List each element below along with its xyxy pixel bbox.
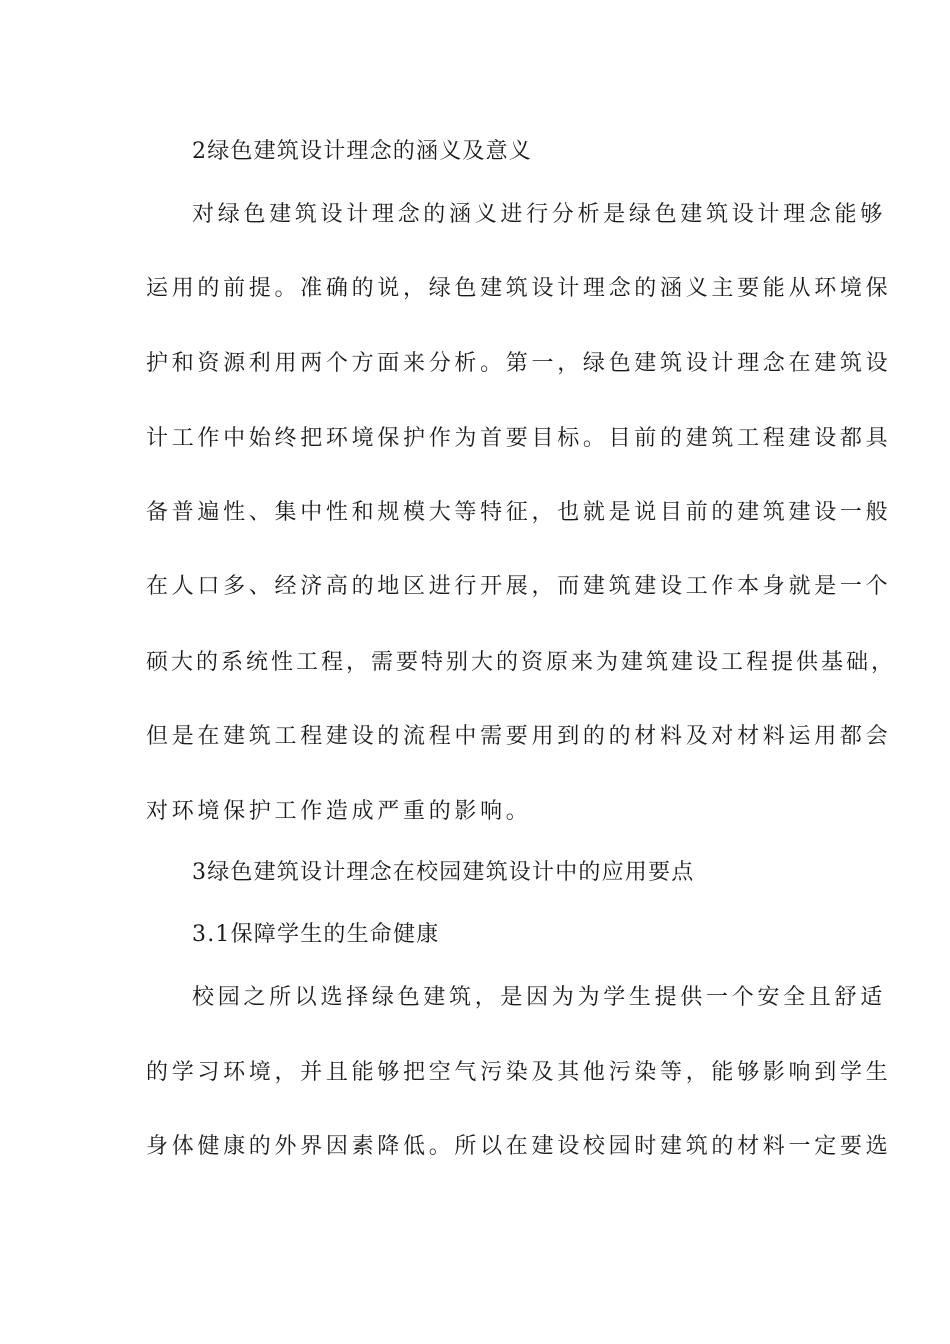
paragraph-line: 计工作中始终把环境保护作为首要目标。目前的建筑工程建设都具	[146, 426, 892, 451]
paragraph-line: 对环境保护工作造成严重的影响。	[146, 799, 532, 824]
section-heading-3: 3绿色建筑设计理念在校园建筑设计中的应用要点	[192, 860, 695, 885]
section-heading-2: 2绿色建筑设计理念的涵义及意义	[192, 139, 532, 164]
paragraph-line: 硕大的系统性工程，需要特别大的资原来为建筑建设工程提供基础，	[146, 650, 897, 675]
paragraph-line: 校园之所以选择绿色建筑，是因为为学生提供一个安全且舒适	[192, 985, 886, 1010]
paragraph-line: 护和资源利用两个方面来分析。第一，绿色建筑设计理念在建筑设	[146, 351, 892, 376]
paragraph-line: 在人口多、经济高的地区进行开展，而建筑建设工作本身就是一个	[146, 574, 892, 599]
paragraph-line: 身体健康的外界因素降低。所以在建设校园时建筑的材料一定要选	[146, 1134, 892, 1159]
paragraph-line: 但是在建筑工程建设的流程中需要用到的的材料及对材料运用都会	[146, 724, 892, 749]
paragraph-line: 的学习环境，并且能够把空气污染及其他污染等，能够影响到学生	[146, 1060, 892, 1085]
paragraph-line: 对绿色建筑设计理念的涵义进行分析是绿色建筑设计理念能够	[192, 202, 886, 227]
paragraph-line: 备普遍性、集中性和规模大等特征，也就是说目前的建筑建设一般	[146, 500, 892, 525]
subsection-heading-3-1: 3.1保障学生的生命健康	[192, 922, 440, 947]
paragraph-line: 运用的前提。准确的说，绿色建筑设计理念的涵义主要能从环境保	[146, 276, 892, 301]
